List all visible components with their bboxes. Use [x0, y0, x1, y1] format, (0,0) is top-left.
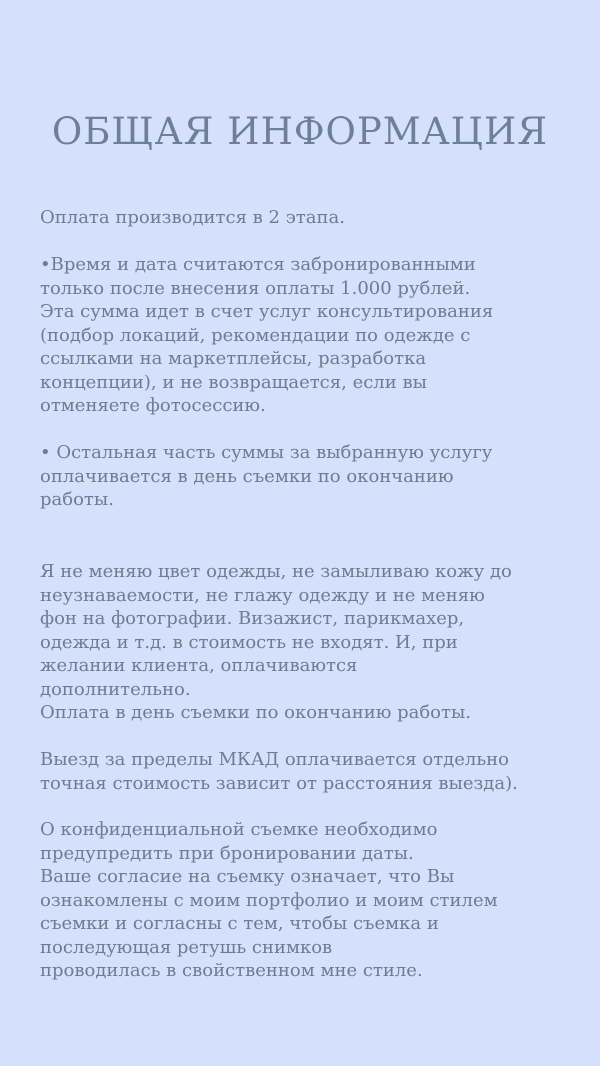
text-line: проводилась в свойственном мне стиле. [40, 960, 423, 981]
text-line: Я не меняю цвет одежды, не замыливаю кожу до [40, 561, 512, 582]
text-line: отменяете фотосессию. [40, 395, 266, 416]
text-line: съемки и согласны с тем, чтобы съемка и [40, 913, 439, 934]
text-line: только после внесения оплаты 1.000 рублей. [40, 277, 471, 299]
text-line: предупредить при бронировании даты. [40, 842, 414, 864]
text-line: О конфиденциальной съемке необходимо [40, 819, 438, 840]
text-line: точная стоимость зависит от расстояния выезда). [40, 772, 518, 794]
text-line: Выезд за пределы МКАД оплачивается отдельно [40, 749, 509, 770]
paragraph-travel-fee [40, 748, 570, 795]
paragraph-payment-stages [40, 206, 570, 230]
text-line: работы. [40, 489, 114, 510]
text-line: Эта сумма идет в счет услуг консультирования [40, 301, 494, 322]
text-line: фон на фотографии. Визажист, парикмахер, [40, 608, 465, 629]
text-line: ознакомлены с моим портфолио и моим стилем [40, 889, 498, 911]
text-line: последующая ретушь снимков [40, 936, 333, 958]
text-line: •Время и дата считаются забронированными [40, 254, 476, 275]
text-line: • Остальная часть суммы за выбранную услугу [40, 442, 493, 463]
text-line: ссылками на маркетплейсы, разработка [40, 348, 427, 369]
text-line: неузнаваемости, не глажу одежду и не меняю [40, 584, 485, 606]
paragraph-remaining-payment [40, 441, 570, 512]
text-line: Ваше согласие на съемку означает, что Вы [40, 866, 455, 887]
text-line: дополнительно. [40, 678, 191, 700]
text-line: концепции), и не возвращается, если вы [40, 371, 427, 393]
text-line: желании клиента, оплачиваются [40, 655, 358, 676]
text-line: Оплата в день съемки по окончанию работы. [40, 702, 472, 723]
paragraph-editing-policy [40, 560, 570, 725]
text-line: оплачивается в день съемки по окончанию [40, 465, 454, 487]
text-line: Оплата производится в 2 этапа. [40, 207, 345, 228]
text-line: одежда и т.д. в стоимость не входят. И, при [40, 631, 458, 653]
paragraph-booking-deposit [40, 253, 570, 418]
paragraph-confidential-shoot [40, 818, 570, 983]
page-title: ОБЩАЯ ИНФОРМАЦИЯ [51, 110, 549, 153]
text-line: (подбор локаций, рекомендации по одежде с [40, 324, 471, 346]
